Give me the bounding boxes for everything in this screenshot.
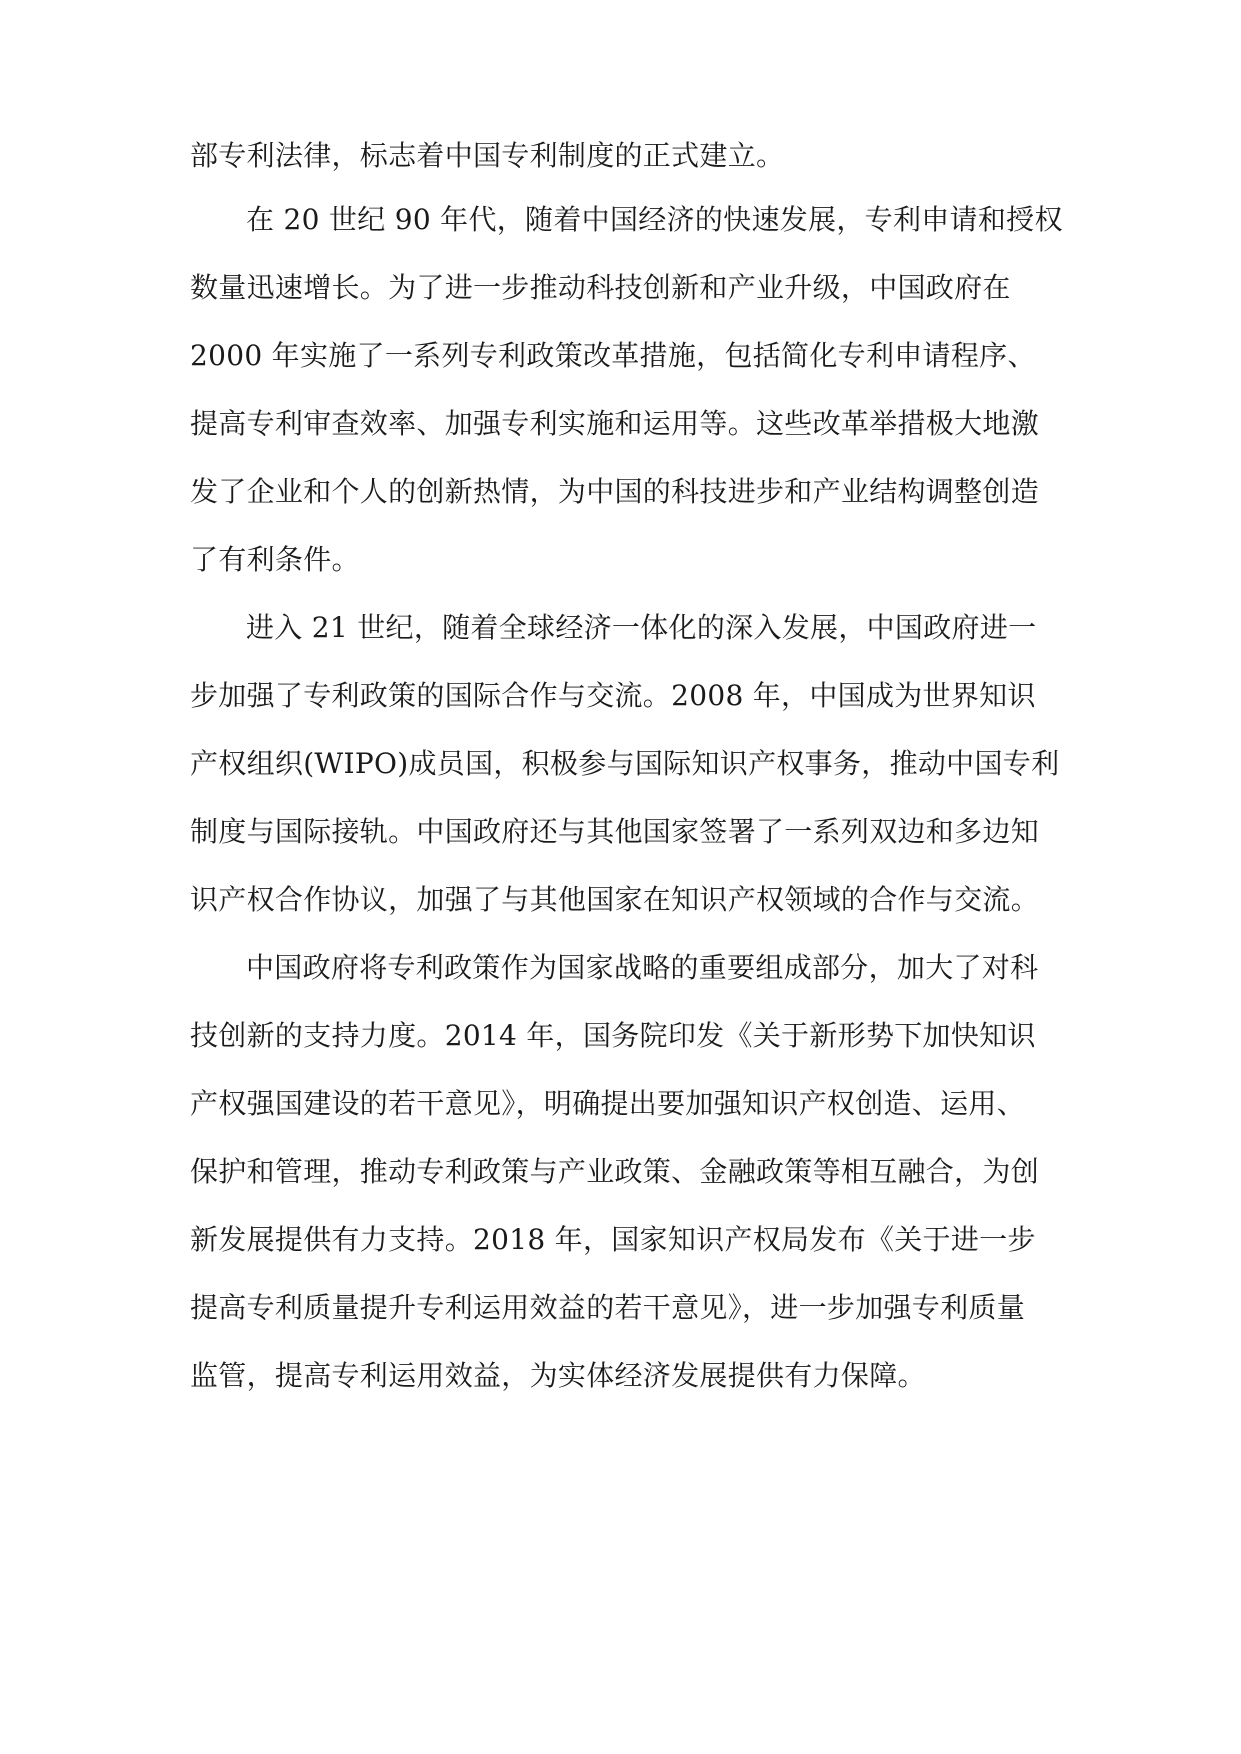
paragraph-line: 中国政府将专利政策作为国家战略的重要组成部分，加大了对科 [246,951,1039,984]
paragraph-line: 进入 21 世纪，随着全球经济一体化的深入发展，中国政府进一 [246,611,1037,644]
paragraph-line: 监管，提高专利运用效益，为实体经济发展提供有力保障。 [190,1359,926,1392]
paragraph-line: 部专利法律，标志着中国专利制度的正式建立。 [190,139,785,172]
paragraph-line: 步加强了专利政策的国际合作与交流。2008 年，中国成为世界知识 [190,679,1036,712]
paragraph-line: 产权强国建设的若干意见》，明确提出要加强知识产权创造、运用、 [190,1087,1026,1120]
paragraph-line: 数量迅速增长。为了进一步推动科技创新和产业升级，中国政府在 [190,271,1011,304]
paragraph-line: 技创新的支持力度。2014 年，国务院印发《关于新形势下加快知识 [190,1019,1036,1052]
paragraph-line: 提高专利审查效率、加强专利实施和运用等。这些改革举措极大地激 [190,407,1040,440]
paragraph-line: 在 20 世纪 90 年代，随着中国经济的快速发展，专利申请和授权 [246,203,1063,236]
paragraph-line: 制度与国际接轨。中国政府还与其他国家签署了一系列双边和多边知 [190,815,1040,848]
paragraph-line: 保护和管理，推动专利政策与产业政策、金融政策等相互融合，为创 [190,1155,1040,1188]
paragraph-line: 发了企业和个人的创新热情，为中国的科技进步和产业结构调整创造 [190,475,1040,508]
paragraph-line: 2000 年实施了一系列专利政策改革措施，包括简化专利申请程序、 [190,339,1036,372]
paragraph-line: 新发展提供有力支持。2018 年，国家知识产权局发布《关于进一步 [190,1223,1036,1256]
paragraph-line: 产权组织(WIPO)成员国，积极参与国际知识产权事务，推动中国专利 [190,747,1060,780]
paragraph-line: 提高专利质量提升专利运用效益的若干意见》，进一步加强专利质量 [190,1291,1026,1324]
paragraph-line: 识产权合作协议，加强了与其他国家在知识产权领域的合作与交流。 [190,883,1040,916]
paragraph-line: 了有利条件。 [190,543,360,576]
